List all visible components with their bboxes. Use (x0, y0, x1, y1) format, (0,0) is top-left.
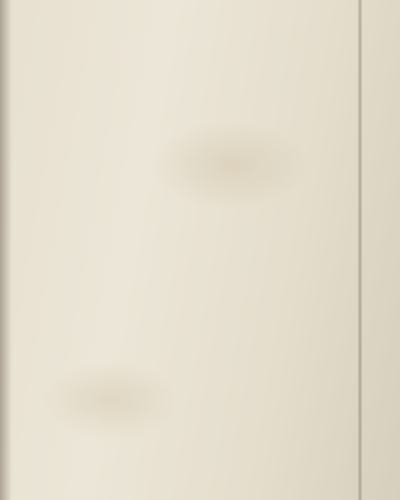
annapolis-headline (14, 0, 358, 12)
paper-stain (40, 360, 180, 440)
page-shadow (0, 0, 12, 500)
main-column (14, 0, 358, 13)
paper-stain (150, 120, 310, 210)
column-rule (358, 0, 362, 500)
